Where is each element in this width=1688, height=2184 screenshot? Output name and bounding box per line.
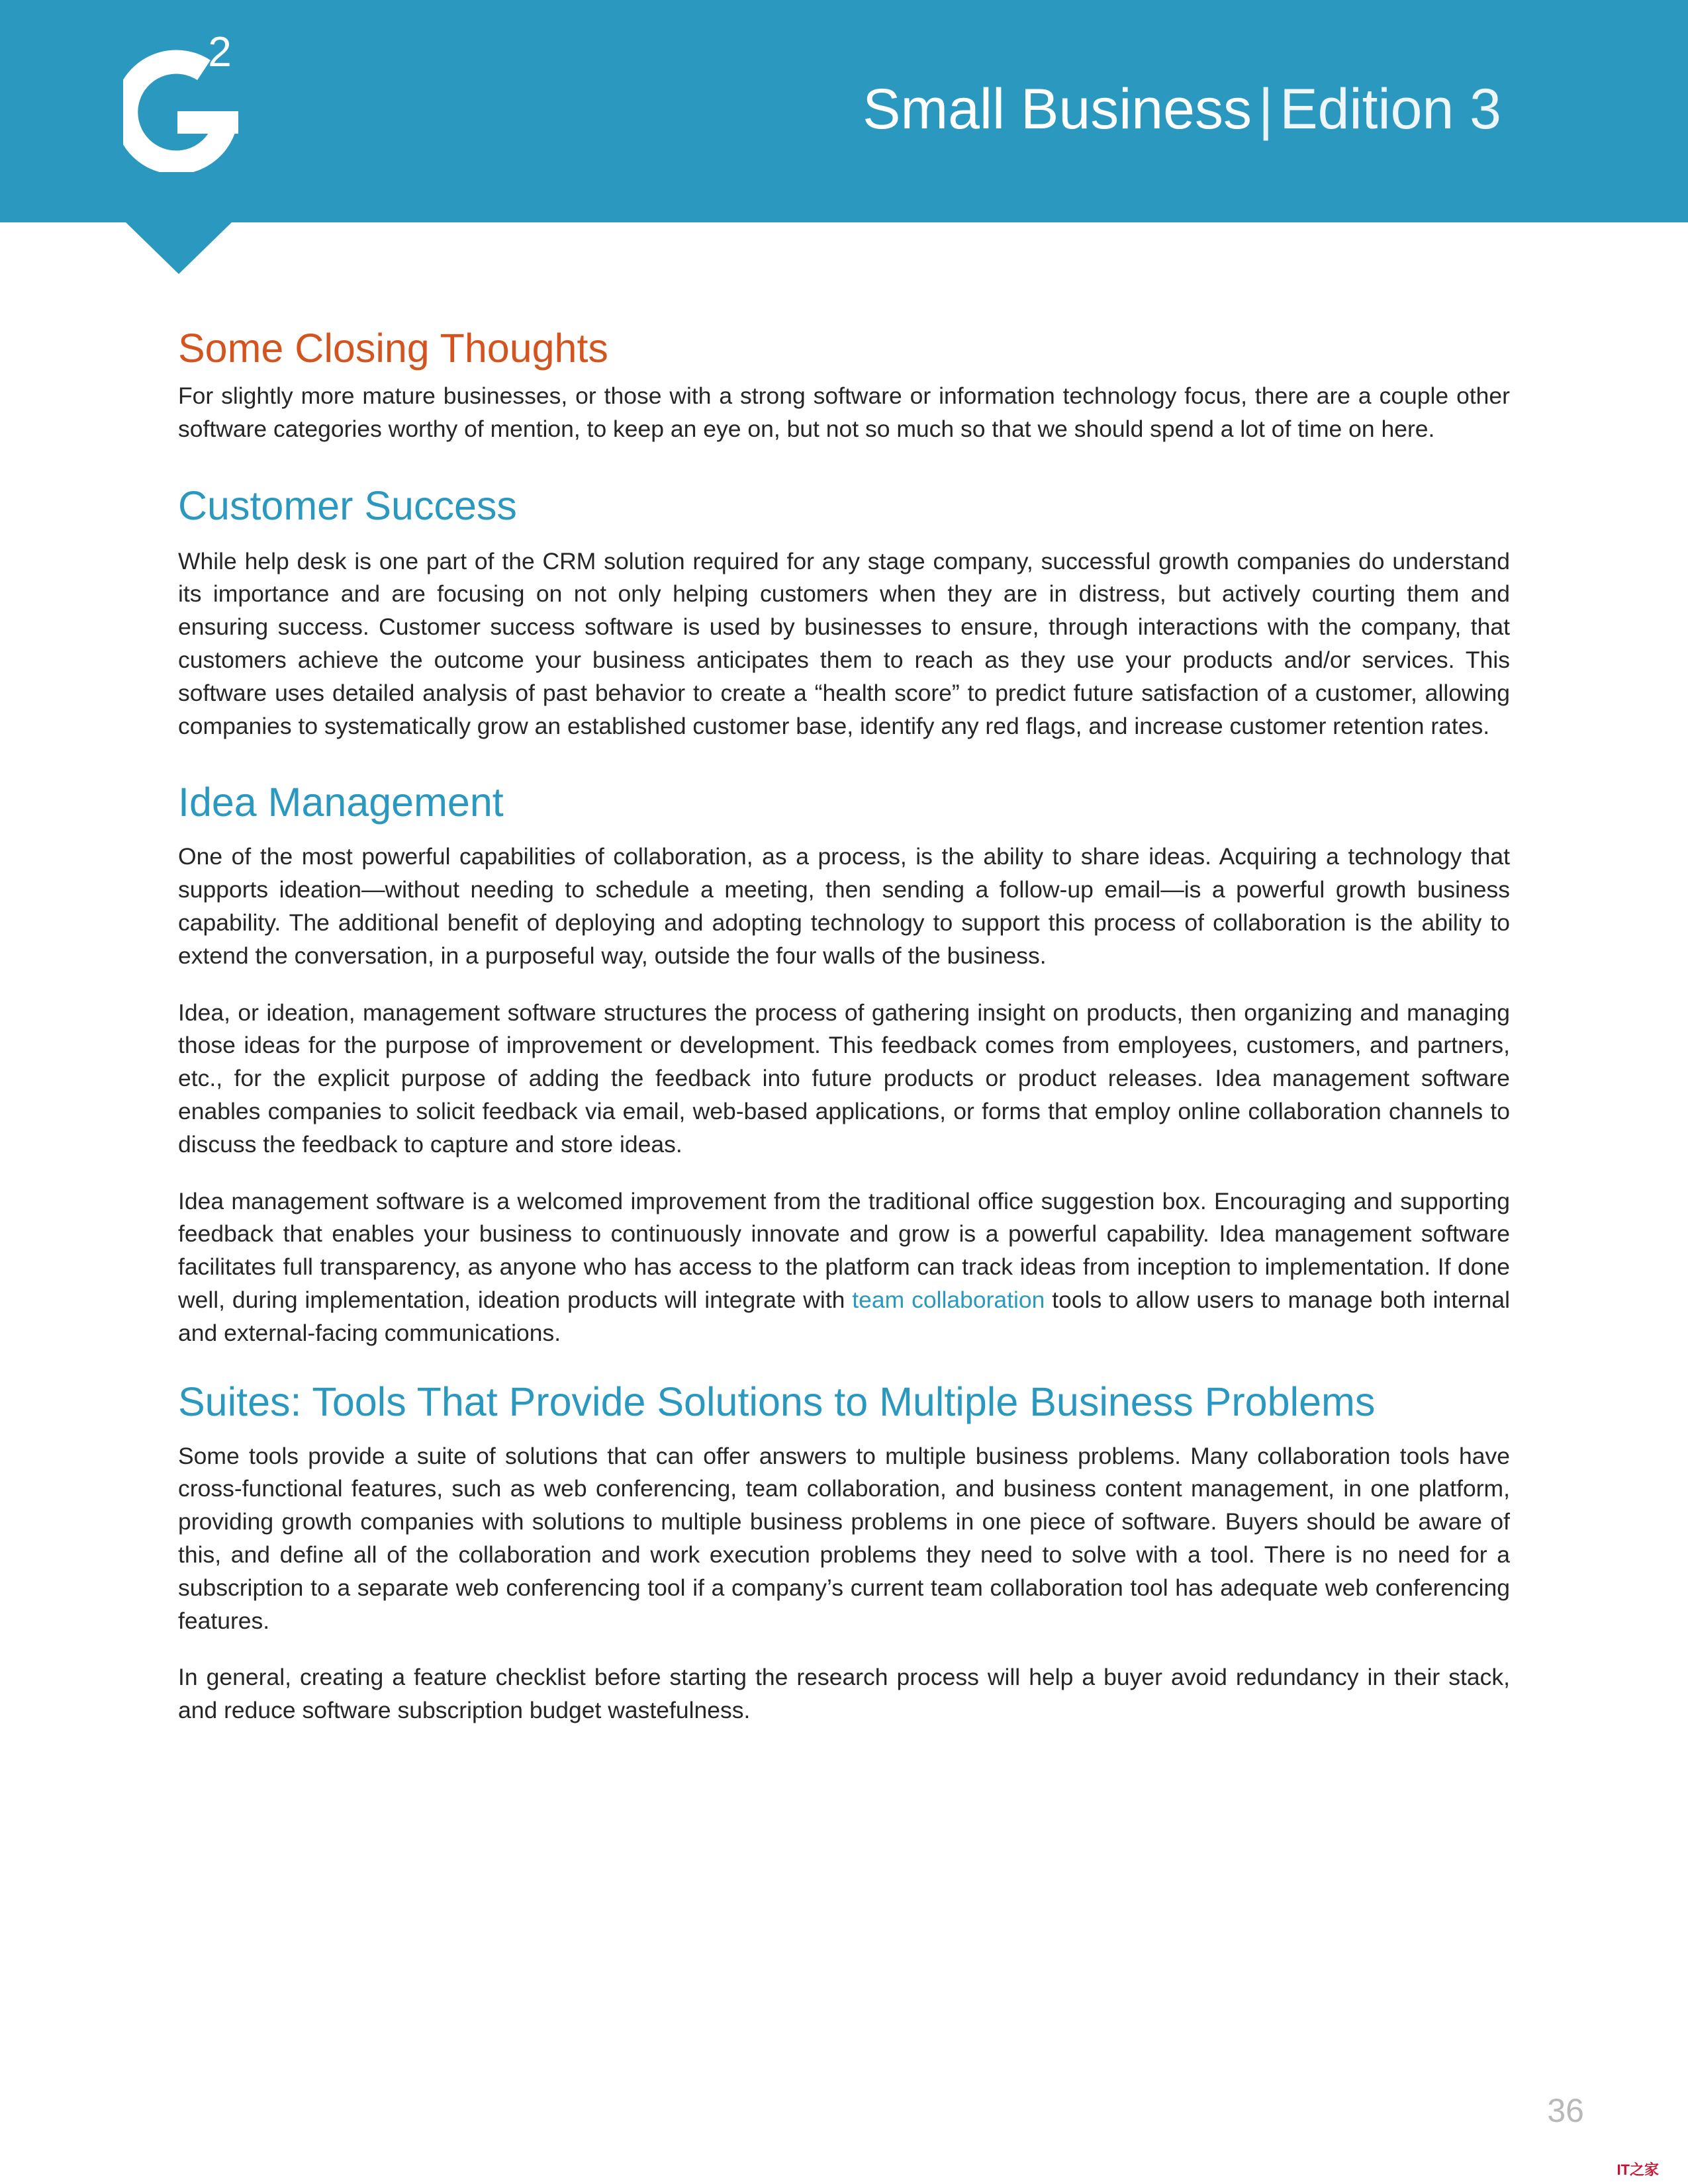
header-title-edition: Edition 3 xyxy=(1280,77,1501,141)
page-number: 36 xyxy=(1547,2092,1584,2129)
watermark: IT之家 xyxy=(1617,2161,1659,2178)
paragraph-suites-2: In general, creating a feature checklist before starting the research process will help a buyer avoid redundancy in their stack, and reduce software subscription budget wastefulness. xyxy=(178,1664,1510,1724)
header-title-separator: | xyxy=(1258,77,1274,141)
page-header xyxy=(0,0,1688,222)
text-segment: Idea management software is a welcomed improvement from the traditional office suggestion box. Encouraging and supporting feedback that enables your business to continuously innovate and grow is a powerful capability. Idea management software facilitates full transparency, as anyone who has access to the platform can track ideas from inception to implementation. If done well, during implementation, ideation products will integrate with xyxy=(178,1187,1510,1313)
header-title-main: Small Business xyxy=(863,77,1252,141)
heading-idea-management: Idea Management xyxy=(178,780,504,825)
heading-suites: Suites: Tools That Provide Solutions to Multiple Business Problems xyxy=(178,1379,1376,1424)
paragraph-idea-management-3 xyxy=(178,1185,1510,1350)
paragraph-customer-success: While help desk is one part of the CRM solution required for any stage company, successful growth companies do understand its importance and are focusing on not only helping customers when they are in distress, but actively courting them and ensuring success. Customer success software is used by businesses to ensure, through interactions with the company, that customers achieve the outcome your business anticipates them to reach as they use your products and/or services. This software uses detailed analysis of past behavior to create a “health score” to predict future satisfaction of a customer, allowing companies to systematically grow an established customer base, identify any red flags, and increase customer retention rates. xyxy=(178,547,1510,739)
header-notch xyxy=(126,222,232,274)
header-title xyxy=(863,73,1501,146)
page-content xyxy=(178,323,1510,1727)
paragraph-idea-management-2: Idea, or ideation, management software structures the process of gathering insight on products, then organizing and managing those ideas for the purpose of improvement or development. This feedback comes from employees, customers, and partners, etc., for the explicit purpose of adding the feedback into future products or product releases. Idea management software enables companies to solicit feedback via email, web-based applications, or forms that employ online collaboration channels to discuss the feedback to capture and store ideas. xyxy=(178,999,1510,1158)
team-collaboration-link[interactable]: team collaboration xyxy=(852,1286,1045,1313)
g2-logo-icon xyxy=(123,26,249,172)
text-segment: tools to allow users to manage both internal and external-facing communications. xyxy=(178,1286,1511,1346)
heading-customer-success: Customer Success xyxy=(178,482,517,528)
paragraph-idea-management-1: One of the most powerful capabilities of collaboration, as a process, is the ability to share ideas. Acquiring a technology that supports ideation—without needing to schedule a meeting, then sending a follow-up email—is a powerful growth business capability. The additional benefit of deploying and adopting technology to support this process of collaboration is the ability to extend the conversation, in a purposeful way, outside the four walls of the business. xyxy=(178,843,1510,969)
paragraph-suites-1: Some tools provide a suite of solutions that can offer answers to multiple business problems. Many collaboration tools have cross-functional features, such as web conferencing, team collaboration, and business content management, in one platform, providing growth companies with solutions to multiple business problems in one piece of software. Buyers should be aware of this, and define all of the collaboration and work execution problems they need to solve with a tool. There is no need for a subscription to a separate web conferencing tool if a company’s current team collaboration tool has adequate web conferencing features. xyxy=(178,1442,1510,1634)
paragraph-closing-thoughts: For slightly more mature businesses, or those with a strong software or information technology focus, there are a couple other software categories worthy of mention, to keep an eye on, but not so much so that we should spend a lot of time on here. xyxy=(178,383,1510,442)
logo-number: 2 xyxy=(208,28,232,75)
heading-closing-thoughts: Some Closing Thoughts xyxy=(178,326,608,371)
